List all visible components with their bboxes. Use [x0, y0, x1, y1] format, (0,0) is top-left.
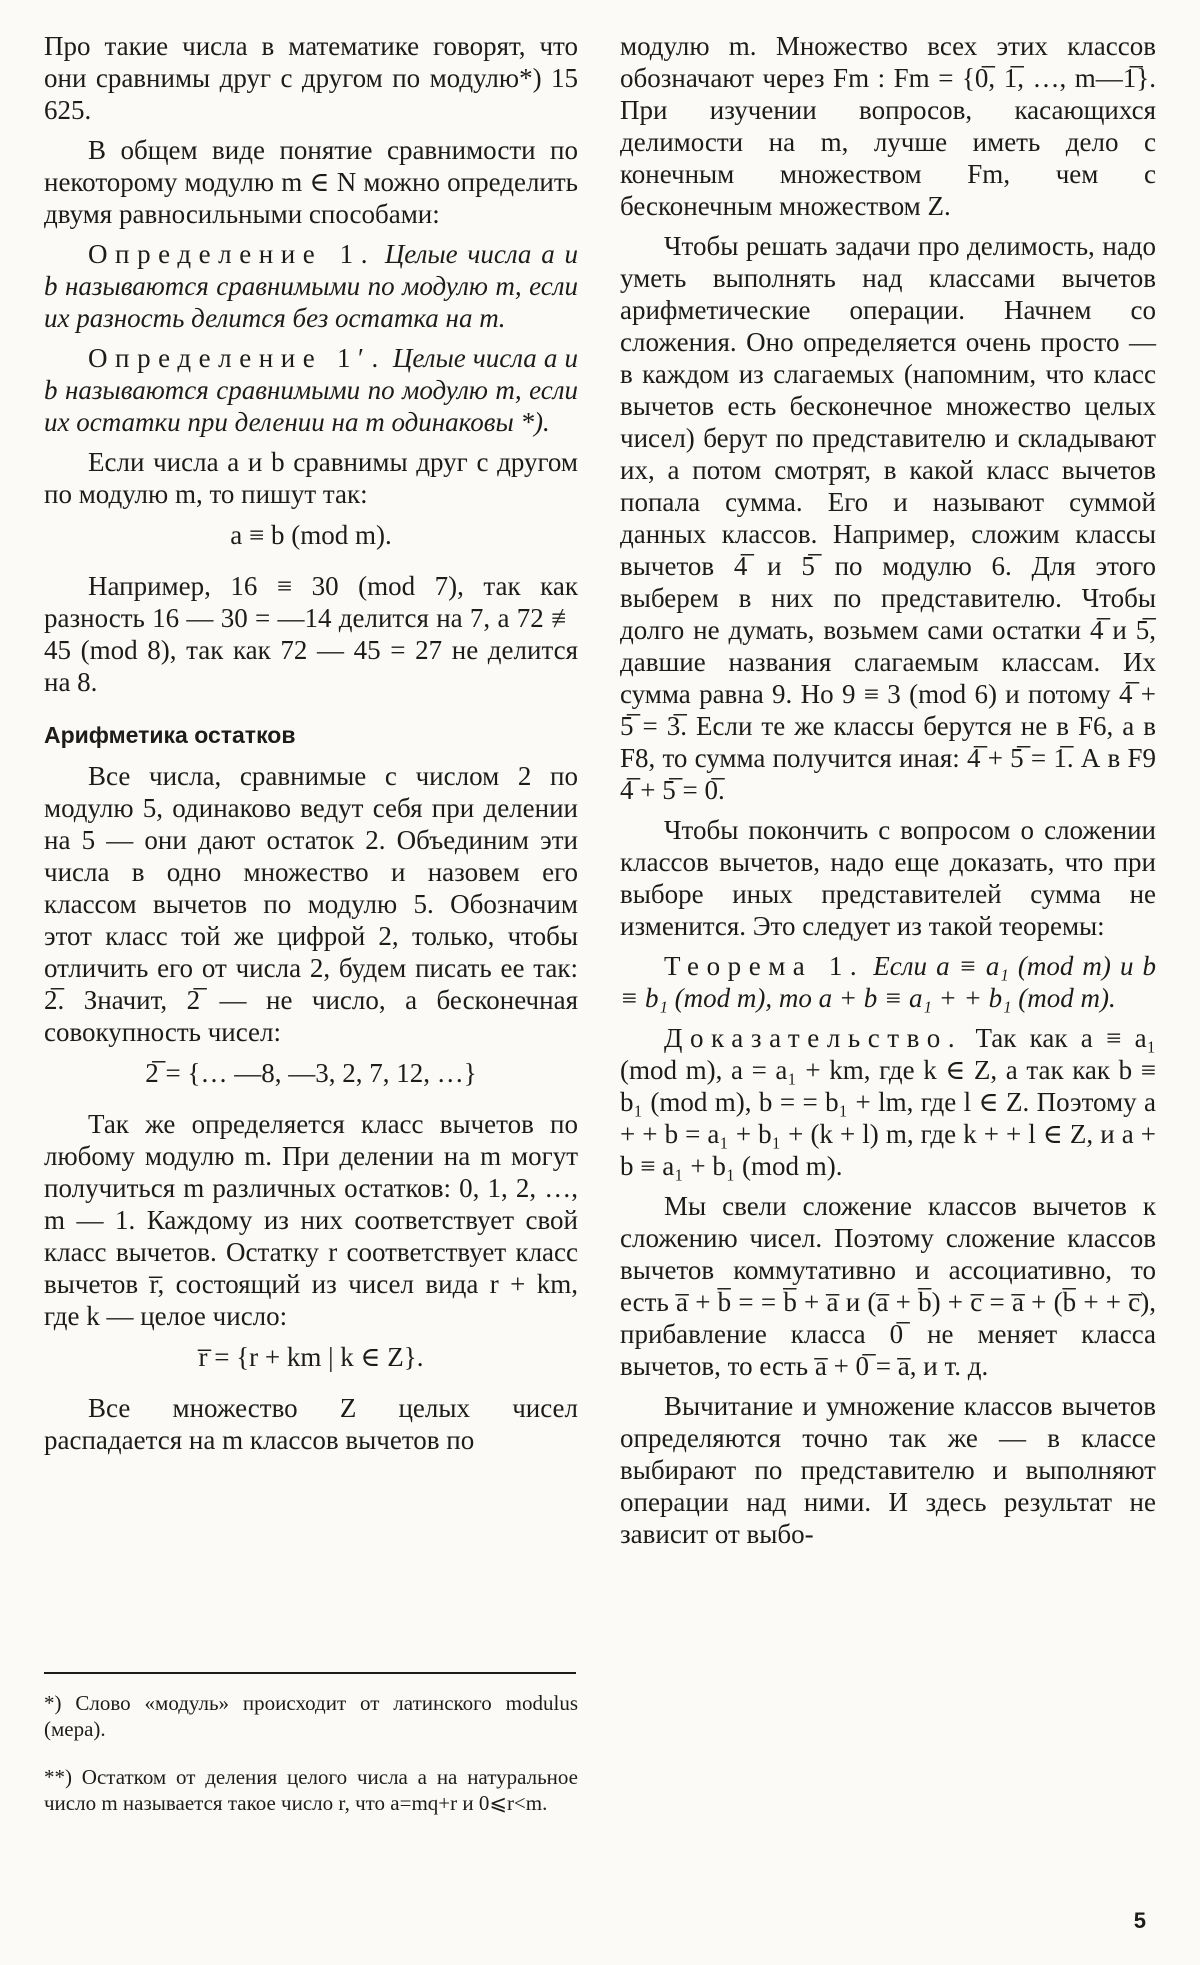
definition-label: Определение 1′.: [88, 343, 386, 373]
left-column: [44, 30, 578, 1464]
definition-text: Целые числа a и b называются сравнимыми по модулю m, если их остатки при делении на m одинаковы *).: [44, 343, 578, 437]
definition-1: [44, 238, 578, 334]
paragraph: Все множество Z целых чисел распадается на m классов вычетов по: [44, 1393, 578, 1455]
proof: [620, 1022, 1156, 1182]
paragraph: Про такие числа в математике говорят, что они сравнимы друг с другом по модулю*) 15 625.: [44, 31, 578, 125]
theorem-text: Если a ≡ a₁ (mod m) и b ≡ b₁ (mod m), то a + b ≡ a₁ + + b₁ (mod m).: [620, 951, 1157, 1013]
formula-congruence: a ≡ b (mod m).: [230, 520, 392, 550]
right-column: [620, 30, 1156, 1558]
section-heading: Арифметика остатков: [44, 722, 296, 748]
paragraph: Все числа, сравнимые с числом 2 по модулю 5, одинаково ведут себя при делении на 5 — они дают остаток 2. Объединим эти числа в одно множество и назовем его классом вычетов по модулю 5. Обозначим этот класс той же цифрой 2, только, чтобы отличить его от числа 2, будем писать ее так: 2̅. Значит, 2̅ — не число, а бесконечная совокупность чисел:: [44, 761, 578, 1047]
paragraph: Например, 16 ≡ 30 (mod 7), так как разность 16 — 30 = —14 делится на 7, а 72 ≢ 45 (mod 8), так как 72 — 45 = 27 не делится на 8.: [44, 571, 578, 697]
paragraph: Чтобы решать задачи про делимость, надо уметь выполнять над классами вычетов арифметические операции. Начнем со сложения. Оно определяется очень просто — в каждом из слагаемых (напомним, что класс вычетов есть бесконечное множество целых чисел) берут по представителю и складывают их, а потом смотрят, в какой класс вычетов попала сумма. Его и называют суммой данных классов. Например, сложим классы вычетов 4̅ и 5̅ по модулю 6. Для этого выберем в них по представителю. Чтобы долго не думать, возьмем сами остатки 4̅ и 5̅, давшие названия слагаемым классам. Их сумма равна 9. Но 9 ≡ 3 (mod 6) и потому 4̅ + 5̅ = 3̅. Если те же классы берутся не в F6, а в F8, то сумма получится иная: 4̅ + 5̅ = 1̅. А в F9 4̅ + 5̅ = 0̅.: [620, 231, 1156, 805]
paragraph: Чтобы покончить с вопросом о сложении классов вычетов, надо еще доказать, что при выборе иных представителей сумма не изменится. Это следует из такой теоремы:: [620, 815, 1156, 941]
paragraph: модулю m. Множество всех этих классов обозначают через Fm : Fm = {0̅, 1̅, …, m—1̅}. При изучении вопросов, касающихся делимости на m, лучше иметь дело с конечным множеством Fm, чем с бесконечным множеством Z.: [620, 31, 1156, 221]
proof-label: Доказательство.: [664, 1023, 963, 1053]
definition-text: Целые числа a и b называются сравнимыми по модулю m, если их разность делится без остатка на m.: [44, 239, 578, 333]
page-number: 5: [1133, 1908, 1146, 1933]
paragraph: Если числа a и b сравнимы друг с другом по модулю m, то пишут так:: [44, 447, 578, 509]
footnote-divider: [44, 1672, 576, 1674]
footnote-1: *) Слово «модуль» происходит от латинского modulus (мера).: [44, 1691, 578, 1741]
paragraph: Вычитание и умножение классов вычетов определяются точно так же — в классе выбирают по представителю и выполняют операции над ними. И здесь результат не зависит от выбо-: [620, 1391, 1156, 1549]
definition-1-prime: [44, 342, 578, 438]
paragraph: Так же определяется класс вычетов по любому модулю m. При делении на m могут получиться m различных остатков: 0, 1, 2, …, m — 1. Каждому из них соответствует свой класс вычетов. Остатку r соответствует класс вычетов r̅, состоящий из чисел вида r + km, где k — целое число:: [44, 1109, 578, 1331]
formula-class-2: 2̅ = {… —8, —3, 2, 7, 12, …}: [145, 1058, 477, 1088]
footnote-2: **) Остатком от деления целого числа a на натуральное число m называется такое число r, что a=mq+r и 0⩽r<m.: [44, 1765, 578, 1815]
proof-text: Так как a ≡ a₁ (mod m), a = a₁ + km, где k ∈ Z, а так как b ≡ b₁ (mod m), b = = b₁ + lm, где l ∈ Z. Поэтому a + + b = a₁ + b₁ + (k + l) m, где k + + l ∈ Z, и a + b ≡ a₁ + b₁ (mod m).: [620, 1023, 1157, 1181]
formula-class-r: r̅ = {r + km | k ∈ Z}.: [198, 1342, 424, 1372]
theorem-label: Теорема 1.: [664, 951, 865, 981]
theorem-1: [620, 950, 1156, 1014]
paragraph: Мы свели сложение классов вычетов к сложению чисел. Поэтому сложение классов вычетов коммутативно и ассоциативно, то есть a̅ + b̅ = = b̅ + a̅ и (a̅ + b̅) + c̅ = a̅ + (b̅ + + c̅), прибавление класса 0̅ не меняет класса вычетов, то есть a̅ + 0̅ = a̅, и т. д.: [620, 1191, 1156, 1381]
definition-label: Определение 1.: [88, 239, 376, 269]
paragraph: В общем виде понятие сравнимости по некоторому модулю m ∈ N можно определить двумя равносильными способами:: [44, 135, 578, 229]
